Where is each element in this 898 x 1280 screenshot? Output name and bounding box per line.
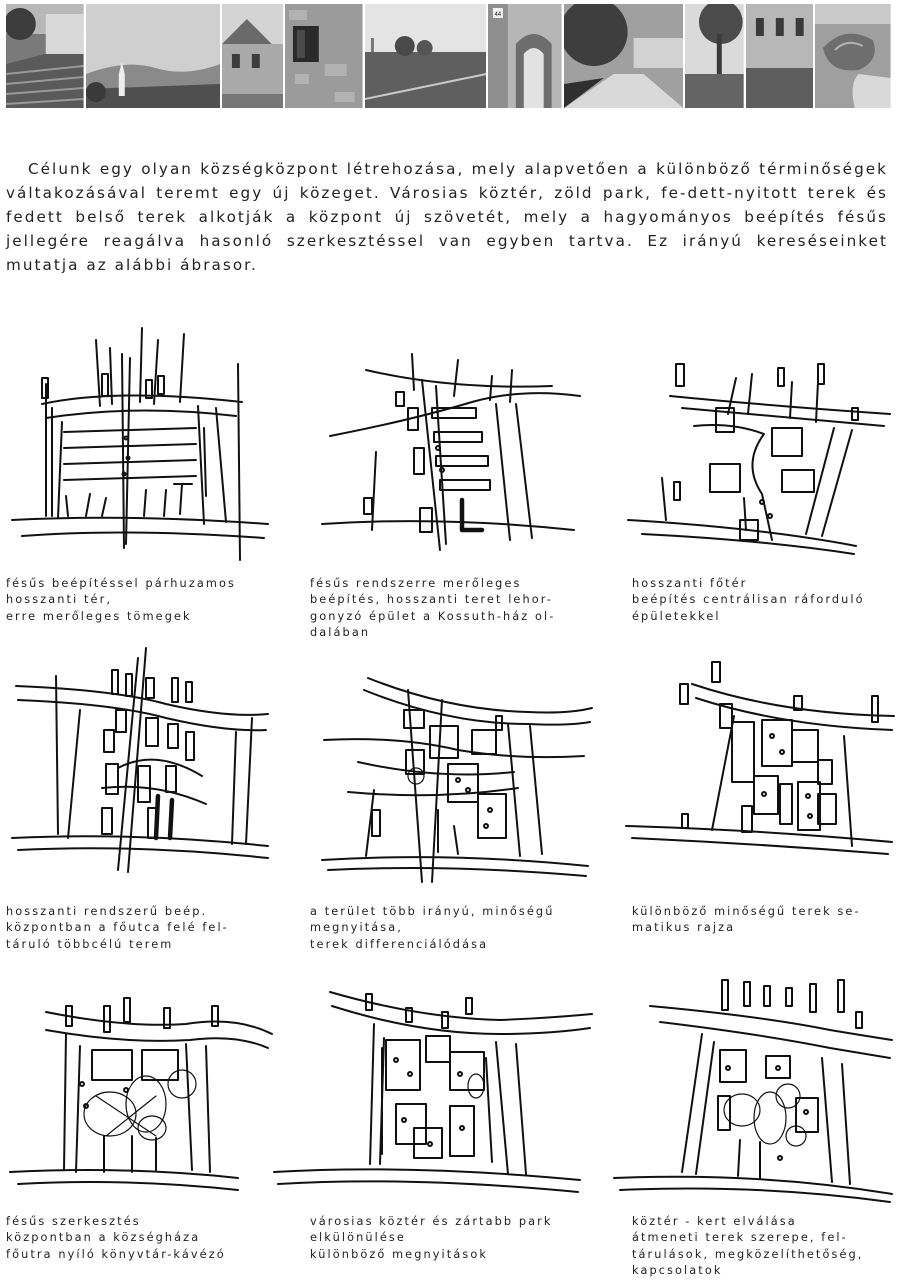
caption-line: átmeneti terek szerepe, fel- bbox=[632, 1231, 848, 1245]
caption-5 bbox=[310, 904, 554, 953]
caption-line: kapcsolatok bbox=[632, 1264, 723, 1278]
caption-line: épületekkel bbox=[632, 609, 721, 623]
sketch-1 bbox=[6, 318, 274, 560]
sketch-8 bbox=[270, 978, 596, 1204]
caption-line: a terület több irányú, minőségű bbox=[310, 905, 555, 918]
photo-stone-stairs bbox=[6, 4, 84, 108]
caption-line: fésűs beépítéssel párhuzamos bbox=[6, 577, 236, 590]
caption-line: terek differenciálódása bbox=[310, 937, 489, 951]
sketch-7 bbox=[6, 986, 274, 1206]
caption-line: főutra nyíló könyvtár-kávézó bbox=[6, 1247, 226, 1261]
caption-line: beépítés, hosszanti teret lehor- bbox=[310, 593, 553, 607]
caption-line: táruló többcélú terem bbox=[6, 937, 174, 951]
photo-village-houses bbox=[222, 4, 284, 108]
photo-green-field bbox=[365, 4, 486, 108]
photo-hand-stone bbox=[815, 4, 891, 108]
caption-line: gonyzó épület a Kossuth-ház ol- bbox=[310, 609, 556, 623]
photo-long-building bbox=[746, 4, 814, 108]
caption-line: hosszanti tér, bbox=[6, 593, 113, 607]
caption-7 bbox=[6, 1214, 226, 1263]
sketch-3 bbox=[622, 344, 894, 560]
caption-line: beépítés centrálisan ráforduló bbox=[632, 593, 865, 607]
sketch-6 bbox=[622, 656, 894, 888]
caption-line: különböző megnyitások bbox=[310, 1247, 488, 1261]
photo-badge: 44 bbox=[494, 11, 502, 19]
caption-line: tárulások, megközelíthetőség, bbox=[632, 1247, 864, 1261]
caption-8 bbox=[310, 1214, 553, 1263]
caption-line: különböző minőségű terek se- bbox=[632, 905, 861, 918]
caption-3 bbox=[632, 576, 865, 625]
caption-1 bbox=[6, 576, 236, 625]
sketch-9 bbox=[610, 972, 894, 1204]
photo-church-valley bbox=[86, 4, 220, 108]
caption-line: hosszanti főtér bbox=[632, 577, 748, 590]
caption-6 bbox=[632, 904, 861, 937]
sketch-4 bbox=[6, 648, 274, 888]
caption-line: elkülönülése bbox=[310, 1231, 406, 1245]
caption-line: központban a községháza bbox=[6, 1231, 201, 1245]
sketch-5 bbox=[318, 660, 594, 888]
caption-line: hosszanti rendszerű beép. bbox=[6, 905, 208, 918]
caption-line: városias köztér és zártabb park bbox=[310, 1215, 553, 1228]
photo-arcade-passage bbox=[488, 4, 562, 108]
photo-park-path bbox=[564, 4, 683, 108]
caption-2 bbox=[310, 576, 555, 642]
photo-stone-wall-window bbox=[285, 4, 363, 108]
caption-line: erre merőleges tömegek bbox=[6, 609, 192, 623]
caption-line: köztér - kert elválása bbox=[632, 1215, 797, 1228]
caption-4 bbox=[6, 904, 229, 953]
caption-9 bbox=[632, 1214, 863, 1280]
caption-line: megnyitása, bbox=[310, 921, 403, 935]
sketch-2 bbox=[312, 340, 582, 560]
caption-line: központban a főutca felé fel- bbox=[6, 921, 229, 935]
caption-line: fésűs szerkesztés bbox=[6, 1215, 141, 1228]
photo-strip bbox=[6, 4, 891, 108]
caption-line: dalában bbox=[310, 626, 371, 640]
caption-line: matikus rajza bbox=[632, 921, 736, 935]
intro-paragraph: Célunk egy olyan községközpont létrehozása, mely alapvetően a különböző términőségek váltakozásával teremt egy új közeget. Városias köztér, zöld park, fe-dett-nyitott terek és fedett belső terek alkotják a központ új szövetét, mely a hagyományos beépítés fésűs jellegére reagálva hasonló szerkesztéssel van egyben tartva. Ez irányú kereséseinket mutatja az alábbi ábrasor. bbox=[6, 160, 888, 274]
caption-line: fésűs rendszerre merőleges bbox=[310, 577, 522, 590]
photo-tree-yard bbox=[685, 4, 744, 108]
